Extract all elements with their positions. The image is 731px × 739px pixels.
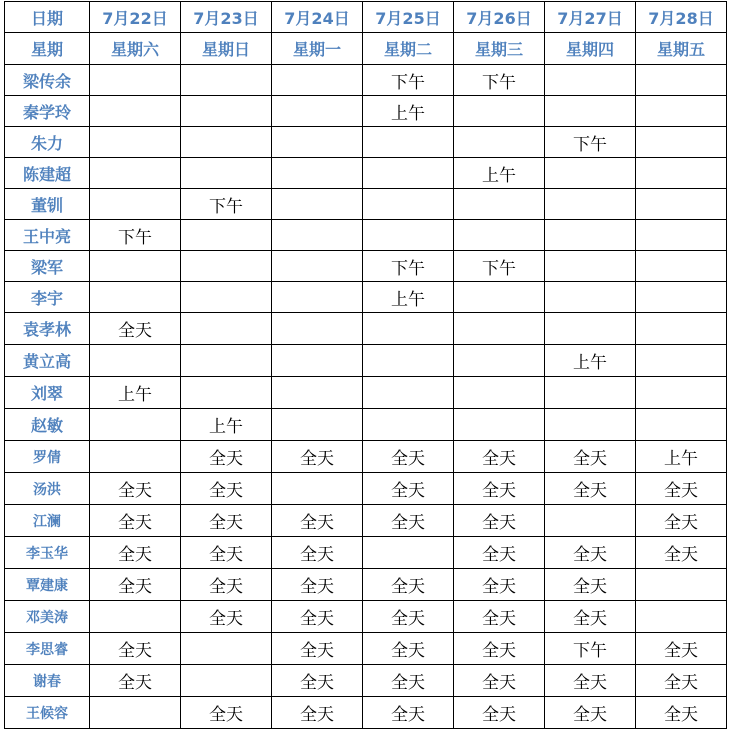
schedule-cell: 下午 <box>454 251 545 282</box>
schedule-cell <box>545 251 636 282</box>
schedule-cell <box>636 189 727 220</box>
schedule-cell <box>636 409 727 441</box>
person-name: 覃建康 <box>5 569 90 601</box>
schedule-cell <box>363 377 454 409</box>
weekday-header-row <box>5 33 727 65</box>
schedule-cell <box>363 345 454 377</box>
schedule-cell <box>90 158 181 189</box>
schedule-cell <box>272 189 363 220</box>
schedule-cell <box>363 409 454 441</box>
schedule-cell <box>636 377 727 409</box>
person-name: 董钏 <box>5 189 90 220</box>
schedule-cell: 全天 <box>454 601 545 633</box>
schedule-cell: 下午 <box>454 65 545 96</box>
schedule-cell <box>181 633 272 665</box>
schedule-cell <box>90 65 181 96</box>
person-name: 李宇 <box>5 282 90 313</box>
schedule-cell: 全天 <box>272 505 363 537</box>
date-cell: 7月26日 <box>454 2 545 33</box>
schedule-cell: 全天 <box>363 633 454 665</box>
date-cell: 7月23日 <box>181 2 272 33</box>
table-row <box>5 158 727 189</box>
schedule-cell: 全天 <box>363 601 454 633</box>
schedule-cell <box>636 251 727 282</box>
schedule-cell <box>272 377 363 409</box>
weekday-cell: 星期三 <box>454 33 545 65</box>
schedule-cell <box>90 441 181 473</box>
schedule-cell: 全天 <box>181 441 272 473</box>
schedule-cell <box>272 282 363 313</box>
person-name: 陈建超 <box>5 158 90 189</box>
date-cell: 7月27日 <box>545 2 636 33</box>
schedule-cell: 全天 <box>272 665 363 697</box>
schedule-cell <box>181 158 272 189</box>
person-name: 李思睿 <box>5 633 90 665</box>
table-row <box>5 473 727 505</box>
schedule-cell: 上午 <box>454 158 545 189</box>
schedule-cell <box>90 345 181 377</box>
schedule-cell: 全天 <box>90 313 181 345</box>
weekday-cell: 星期五 <box>636 33 727 65</box>
table-row <box>5 189 727 220</box>
person-name: 梁传余 <box>5 65 90 96</box>
schedule-cell <box>545 189 636 220</box>
schedule-cell: 下午 <box>545 633 636 665</box>
schedule-cell: 全天 <box>90 569 181 601</box>
schedule-cell <box>636 158 727 189</box>
schedule-cell <box>454 409 545 441</box>
schedule-cell: 全天 <box>636 665 727 697</box>
weekday-cell: 星期二 <box>363 33 454 65</box>
schedule-cell <box>454 189 545 220</box>
schedule-cell: 全天 <box>181 505 272 537</box>
schedule-cell <box>454 377 545 409</box>
table-row <box>5 537 727 569</box>
table-row <box>5 96 727 127</box>
table-row <box>5 127 727 158</box>
schedule-cell <box>181 313 272 345</box>
schedule-cell: 全天 <box>90 665 181 697</box>
schedule-cell <box>363 127 454 158</box>
schedule-cell: 全天 <box>181 569 272 601</box>
date-label: 日期 <box>5 2 90 33</box>
schedule-cell <box>545 313 636 345</box>
schedule-cell: 全天 <box>90 537 181 569</box>
schedule-cell: 全天 <box>454 441 545 473</box>
date-header-row <box>5 2 727 33</box>
schedule-cell <box>454 220 545 251</box>
schedule-cell <box>636 601 727 633</box>
schedule-cell <box>363 158 454 189</box>
schedule-cell <box>90 409 181 441</box>
schedule-cell <box>272 473 363 505</box>
schedule-cell: 全天 <box>454 697 545 729</box>
schedule-cell: 上午 <box>363 282 454 313</box>
schedule-cell: 全天 <box>363 665 454 697</box>
schedule-cell <box>545 282 636 313</box>
date-cell: 7月25日 <box>363 2 454 33</box>
schedule-cell: 全天 <box>90 633 181 665</box>
table-row <box>5 697 727 729</box>
person-name: 王候容 <box>5 697 90 729</box>
schedule-cell <box>181 127 272 158</box>
person-name: 赵敏 <box>5 409 90 441</box>
schedule-cell: 全天 <box>363 505 454 537</box>
person-name: 梁军 <box>5 251 90 282</box>
table-row <box>5 282 727 313</box>
schedule-cell: 上午 <box>181 409 272 441</box>
weekday-cell: 星期一 <box>272 33 363 65</box>
schedule-cell <box>545 158 636 189</box>
schedule-cell <box>90 189 181 220</box>
schedule-cell: 全天 <box>454 633 545 665</box>
schedule-cell: 全天 <box>272 697 363 729</box>
schedule-cell <box>636 345 727 377</box>
schedule-cell <box>454 345 545 377</box>
schedule-cell <box>272 65 363 96</box>
schedule-cell <box>181 96 272 127</box>
table-row <box>5 665 727 697</box>
weekday-cell: 星期六 <box>90 33 181 65</box>
schedule-cell <box>272 158 363 189</box>
table-row <box>5 441 727 473</box>
weekday-cell: 星期日 <box>181 33 272 65</box>
schedule-cell <box>272 127 363 158</box>
schedule-cell <box>545 220 636 251</box>
person-name: 谢春 <box>5 665 90 697</box>
schedule-cell <box>454 313 545 345</box>
weekday-label: 星期 <box>5 33 90 65</box>
schedule-cell <box>181 251 272 282</box>
weekday-cell: 星期四 <box>545 33 636 65</box>
schedule-cell: 全天 <box>545 601 636 633</box>
schedule-cell: 全天 <box>363 569 454 601</box>
person-name: 袁孝林 <box>5 313 90 345</box>
schedule-cell <box>636 127 727 158</box>
schedule-cell: 全天 <box>181 537 272 569</box>
schedule-cell <box>636 282 727 313</box>
schedule-cell <box>636 569 727 601</box>
schedule-cell: 全天 <box>90 473 181 505</box>
table-row <box>5 313 727 345</box>
schedule-cell: 全天 <box>181 697 272 729</box>
schedule-cell <box>363 537 454 569</box>
schedule-cell: 全天 <box>454 473 545 505</box>
schedule-cell: 全天 <box>636 697 727 729</box>
schedule-table <box>4 1 727 729</box>
schedule-cell: 全天 <box>181 601 272 633</box>
person-name: 罗倩 <box>5 441 90 473</box>
schedule-cell <box>545 96 636 127</box>
schedule-cell <box>181 282 272 313</box>
table-row <box>5 377 727 409</box>
schedule-cell: 全天 <box>545 441 636 473</box>
table-row <box>5 345 727 377</box>
schedule-cell: 全天 <box>363 441 454 473</box>
person-name: 汤洪 <box>5 473 90 505</box>
schedule-cell <box>636 313 727 345</box>
schedule-cell <box>272 251 363 282</box>
schedule-cell: 全天 <box>636 473 727 505</box>
date-cell: 7月22日 <box>90 2 181 33</box>
schedule-cell <box>454 96 545 127</box>
schedule-cell <box>90 282 181 313</box>
schedule-cell <box>636 220 727 251</box>
schedule-cell: 全天 <box>454 569 545 601</box>
schedule-cell: 全天 <box>181 473 272 505</box>
schedule-cell: 上午 <box>90 377 181 409</box>
schedule-cell: 全天 <box>272 601 363 633</box>
schedule-cell <box>363 313 454 345</box>
schedule-cell <box>90 697 181 729</box>
schedule-cell: 全天 <box>454 537 545 569</box>
schedule-cell <box>545 409 636 441</box>
schedule-cell <box>272 345 363 377</box>
schedule-cell <box>545 65 636 96</box>
person-name: 江澜 <box>5 505 90 537</box>
table-row <box>5 220 727 251</box>
person-name: 王中亮 <box>5 220 90 251</box>
schedule-cell: 全天 <box>272 569 363 601</box>
schedule-cell <box>90 127 181 158</box>
schedule-cell <box>181 665 272 697</box>
schedule-cell: 全天 <box>545 569 636 601</box>
schedule-cell <box>181 65 272 96</box>
schedule-cell: 全天 <box>454 665 545 697</box>
person-name: 朱力 <box>5 127 90 158</box>
schedule-cell: 全天 <box>90 505 181 537</box>
table-row <box>5 65 727 96</box>
schedule-cell <box>181 345 272 377</box>
schedule-cell <box>181 220 272 251</box>
person-name: 刘翠 <box>5 377 90 409</box>
schedule-cell <box>90 96 181 127</box>
person-name: 邓美涛 <box>5 601 90 633</box>
date-cell: 7月24日 <box>272 2 363 33</box>
schedule-cell <box>545 505 636 537</box>
schedule-cell: 全天 <box>363 697 454 729</box>
person-name: 黄立高 <box>5 345 90 377</box>
schedule-cell <box>636 96 727 127</box>
schedule-cell <box>272 96 363 127</box>
schedule-cell <box>454 127 545 158</box>
schedule-cell <box>272 409 363 441</box>
schedule-cell: 上午 <box>545 345 636 377</box>
schedule-cell: 全天 <box>545 697 636 729</box>
schedule-cell <box>636 65 727 96</box>
table-row <box>5 633 727 665</box>
table-row <box>5 251 727 282</box>
table-row <box>5 601 727 633</box>
schedule-cell: 下午 <box>545 127 636 158</box>
person-name: 秦学玲 <box>5 96 90 127</box>
schedule-cell: 全天 <box>636 505 727 537</box>
schedule-cell: 全天 <box>454 505 545 537</box>
table-row <box>5 409 727 441</box>
schedule-cell: 全天 <box>545 473 636 505</box>
schedule-cell <box>272 220 363 251</box>
schedule-cell: 上午 <box>636 441 727 473</box>
schedule-cell <box>181 377 272 409</box>
schedule-cell: 全天 <box>636 537 727 569</box>
schedule-cell: 全天 <box>363 473 454 505</box>
schedule-cell <box>90 601 181 633</box>
schedule-cell <box>454 282 545 313</box>
schedule-cell: 全天 <box>545 665 636 697</box>
schedule-cell: 下午 <box>363 65 454 96</box>
schedule-cell <box>90 251 181 282</box>
schedule-cell: 下午 <box>90 220 181 251</box>
table-row <box>5 569 727 601</box>
schedule-cell: 全天 <box>636 633 727 665</box>
schedule-cell: 全天 <box>272 537 363 569</box>
schedule-body <box>5 2 727 729</box>
schedule-cell <box>363 189 454 220</box>
schedule-cell: 上午 <box>363 96 454 127</box>
table-row <box>5 505 727 537</box>
schedule-cell: 全天 <box>545 537 636 569</box>
schedule-cell: 下午 <box>181 189 272 220</box>
schedule-cell: 全天 <box>272 633 363 665</box>
date-cell: 7月28日 <box>636 2 727 33</box>
schedule-cell <box>545 377 636 409</box>
schedule-cell: 下午 <box>363 251 454 282</box>
schedule-cell <box>363 220 454 251</box>
schedule-cell: 全天 <box>272 441 363 473</box>
person-name: 李玉华 <box>5 537 90 569</box>
schedule-cell <box>272 313 363 345</box>
